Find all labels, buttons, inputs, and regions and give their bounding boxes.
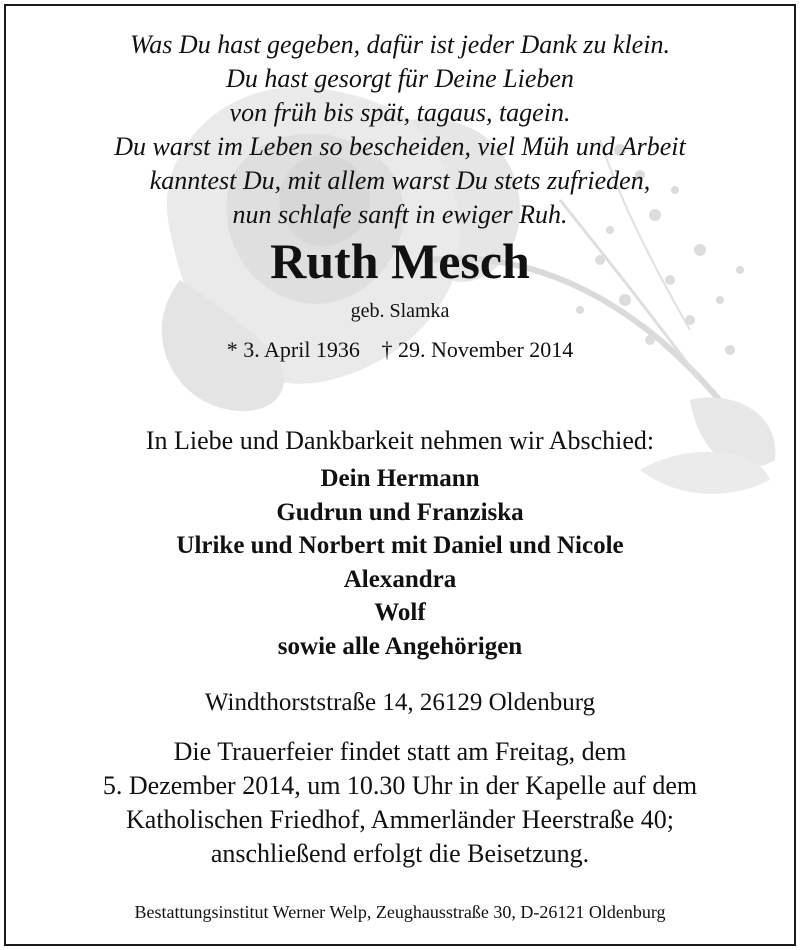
service-line: anschließend erfolgt die Beisetzung. [210, 839, 590, 868]
mourner-name: Wolf [374, 599, 426, 626]
poem-line: Du warst im Leben so bescheiden, viel Müh und Arbeit [114, 132, 686, 161]
deceased-name: Ruth Mesch [270, 233, 530, 289]
poem-line: nun schlafe sanft in ewiger Ruh. [232, 200, 568, 229]
death-date: † 29. November 2014 [381, 337, 574, 362]
service-line: Katholischen Friedhof, Ammerländer Heerstraße 40; [126, 805, 674, 834]
maiden-name: geb. Slamka [350, 300, 450, 322]
mourner-name: sowie alle Angehörigen [277, 632, 523, 660]
mourner-name: Dein Hermann [320, 465, 480, 492]
funeral-home-footer: Bestattungsinstitut Werner Welp, Zeughausstraße 30, D-26121 Oldenburg [134, 902, 666, 922]
poem-line: von früh bis spät, tagaus, tagein. [229, 98, 571, 127]
mourners-list [0, 462, 800, 663]
service-line: Die Trauerfeier findet statt am Freitag, dem [173, 737, 627, 766]
funeral-service-info [0, 735, 800, 871]
poem-line: Was Du hast gegeben, dafür ist jeder Dank zu klein. [130, 30, 670, 59]
life-dates [0, 336, 800, 364]
service-line: 5. Dezember 2014, um 10.30 Uhr in der Kapelle auf dem [102, 771, 698, 800]
family-address: Windthorststraße 14, 26129 Oldenburg [204, 689, 596, 716]
mourner-name: Gudrun und Franziska [276, 498, 524, 526]
farewell-line: In Liebe und Dankbarkeit nehmen wir Abschied: [145, 426, 655, 455]
birth-date: * 3. April 1936 [226, 337, 360, 362]
memorial-poem [0, 28, 800, 232]
poem-line: kanntest Du, mit allem warst Du stets zufrieden, [149, 166, 651, 195]
poem-line: Du hast gesorgt für Deine Lieben [226, 64, 574, 93]
mourner-name: Ulrike und Norbert mit Daniel und Nicole [176, 532, 624, 559]
mourner-name: Alexandra [343, 565, 457, 593]
